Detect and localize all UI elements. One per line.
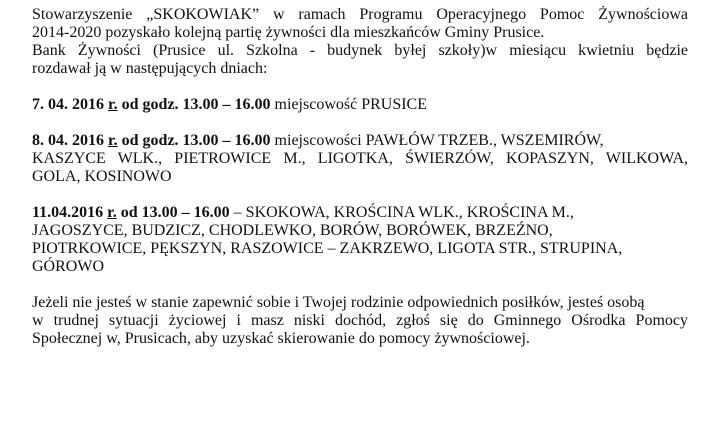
spacer [32,114,688,132]
spacer [32,276,688,294]
schedule-time: od godz. 13.00 – 16.00 [117,132,271,149]
schedule-time: od 13.00 – 16.00 [116,204,230,221]
schedule-date: 11.04.2016 [32,204,108,221]
schedule-date-suffix: r. [107,204,117,221]
schedule-entry [32,204,688,276]
schedule-date: 7. 04. 2016 [32,96,108,113]
closing-line: w trudnej sytuacji życiowej i masz niski dochód, zgłoś się do Gminnego Ośrodka Pomocy [32,312,688,329]
closing-line: Społecznej w, Prusicach, aby uzyskać skierowanie do pomocy żywnościowej. [32,330,530,347]
intro-line: Stowarzyszenie „SKOKOWIAK” w ramach Programu Operacyjnego Pomoc Żywnościowa [32,6,688,23]
schedule-date-suffix: r. [108,96,118,113]
intro-line: 2014-2020 pozyskało kolejną partię żywności dla mieszkańców Gminy Prusice. [32,24,545,41]
schedule-entry-header [32,96,688,114]
schedule-date-suffix: r. [108,132,118,149]
schedule-entry [32,96,688,114]
intro-line: rozdawał ją w następujących dniach: [32,60,268,77]
closing-line: Jeżeli nie jesteś w stanie zapewnić sobie i Twojej rodzinie odpowiednich posiłków, jesteś osobą [32,294,645,311]
schedule-locations: – SKOKOWA, KROŚCINA WLK., KROŚCINA M., [229,204,574,221]
schedule-locations-line: GÓROWO [32,258,104,275]
schedule-entry-header [32,204,688,222]
spacer [32,78,688,96]
schedule-locations-line: KASZYCE WLK., PIETROWICE M., LIGOTKA, ŚWIERZÓW, KOPASZYN, WILKOWA, [32,150,688,167]
schedule-entry [32,132,688,186]
schedule-locations: miejscowości PAWŁÓW TRZEB., WSZEMIRÓW, [270,132,604,149]
intro-line: Bank Żywności (Prusice ul. Szkolna - budynek byłej szkoły)w miesiącu kwietniu będzie [32,42,688,59]
announcement-document [32,6,688,348]
spacer [32,186,688,204]
schedule-locations-line: JAGOSZYCE, BUDZICZ, CHODLEWKO, BORÓW, BORÓWEK, BRZEŹNO, [32,222,553,239]
closing-paragraph [32,294,688,348]
schedule-locations-line: GOLA, KOSINOWO [32,168,172,185]
intro-paragraph [32,6,688,78]
schedule-entry-header [32,132,688,150]
schedule-locations-line: PIOTRKOWICE, PĘKSZYN, RASZOWICE – ZAKRZEWO, LIGOTA STR., STRUPINA, [32,240,623,257]
schedule-date: 8. 04. 2016 [32,132,108,149]
schedule-locations: miejscowość PRUSICE [270,96,427,113]
schedule-time: od godz. 13.00 – 16.00 [117,96,271,113]
